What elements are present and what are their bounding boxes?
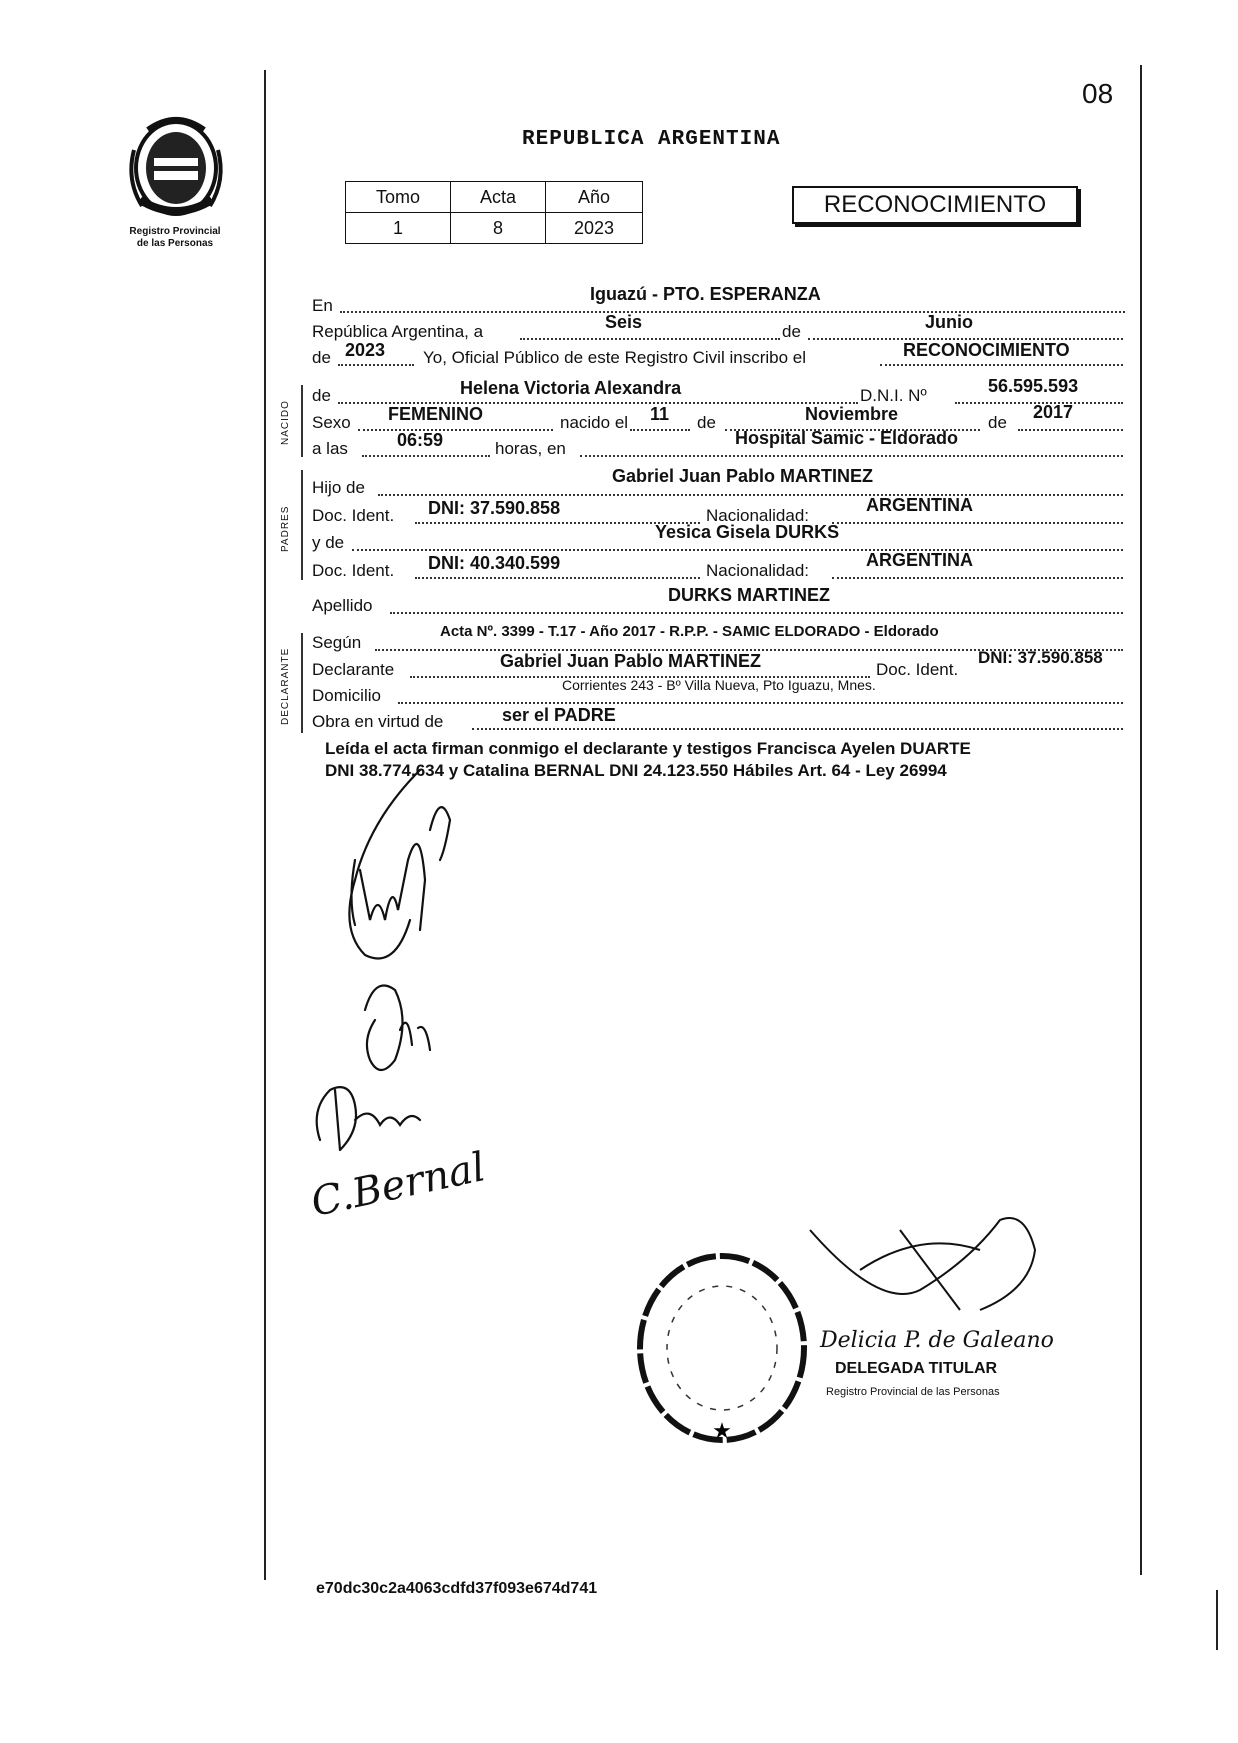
label-a-las: a las [312,439,348,458]
registry-line2: de las Personas [136,238,214,249]
dots-lugar-nac [580,455,1123,457]
dots-obra [472,728,1123,730]
label-de-name: de [312,386,331,405]
section-label-nacido: NACIDO [280,400,291,445]
acta-header-anio: Año [546,182,643,213]
label-dni: D.N.I. Nº [860,386,927,405]
label-de-year: de [312,348,331,367]
dots-madre-doc [415,577,700,579]
acta-table [345,181,643,244]
official-signature [800,1210,1060,1340]
closing-note-line1: Leída el acta firman conmigo el declarante y testigos Francisca Ayelen DUARTE [325,739,971,758]
value-lugar: Iguazú - PTO. ESPERANZA [590,284,821,304]
registry-name [100,226,250,250]
label-doc-ident-1: Doc. Ident. [312,506,395,525]
value-obra: ser el PADRE [502,705,616,725]
dots-domicilio [398,702,1123,704]
value-madre-doc: DNI: 40.340.599 [428,553,561,573]
label-de-birth-year: de [988,413,1007,432]
dots-padre [378,494,1123,496]
page-title: REPUBLICA ARGENTINA [522,128,781,151]
official-role: DELEGADA TITULAR [835,1360,998,1377]
value-declarante: Gabriel Juan Pablo MARTINEZ [500,651,762,671]
value-inscripcion: RECONOCIMIENTO [903,340,1070,360]
dots-madre [352,549,1123,551]
padres-divider [301,470,303,580]
label-apellido: Apellido [312,596,373,615]
official-name: Delicia P. de Galeano [820,1328,1054,1353]
label-domicilio: Domicilio [312,686,381,705]
dots-dia-nac [630,429,690,431]
page-number: 08 [1082,78,1114,109]
acta-value-tomo: 1 [346,213,451,244]
dots-dia [520,338,780,340]
label-oficial: Yo, Oficial Público de este Registro Civil inscribo el [423,348,806,367]
label-obra: Obra en virtud de [312,712,444,731]
dots-padre-nac [832,522,1123,524]
value-mes-nac: Noviembre [805,404,899,424]
value-segun: Acta Nº. 3399 - T.17 - Año 2017 - R.P.P. - SAMIC ELDORADO - Eldorado [440,623,939,640]
acta-header-tomo: Tomo [346,182,451,213]
closing-note-line2: DNI 38.774.634 y Catalina BERNAL DNI 24.123.550 Hábiles Art. 64 - Ley 26994 [325,761,947,780]
dots-apellido [390,612,1123,614]
value-padre-doc: DNI: 37.590.858 [428,498,561,518]
value-dia: Seis [605,312,643,332]
dots-en [340,311,1125,313]
label-de-month: de [697,413,716,432]
left-margin-line [264,70,266,1580]
acta-value-acta: 8 [451,213,546,244]
value-padre: Gabriel Juan Pablo MARTINEZ [612,466,874,486]
label-doc-ident-3: Doc. Ident. [876,660,959,679]
section-label-padres: PADRES [280,505,291,552]
label-nacido-el: nacido el [560,413,629,432]
right-margin-line [1140,65,1142,1575]
acta-value-row [346,213,643,244]
dots-inscripcion [880,364,1123,366]
value-declarante-doc: DNI: 37.590.858 [978,648,1103,667]
official-stamp [632,1248,812,1453]
value-dni: 56.595.593 [988,376,1079,396]
official-registry: Registro Provincial de las Personas [826,1386,1000,1398]
label-horas-en: horas, en [495,439,566,458]
document-hash: e70dc30c2a4063cdfd37f093e674d741 [316,1580,598,1597]
acta-header-acta: Acta [451,182,546,213]
dots-year [338,364,414,366]
label-nacionalidad-2: Nacionalidad: [706,561,810,580]
dots-anio-nac [1018,429,1123,431]
value-anio-nac: 2017 [1033,402,1074,422]
label-segun: Según [312,633,362,652]
act-type-box: RECONOCIMIENTO [792,186,1078,224]
label-declarante: Declarante [312,660,395,679]
value-apellido: DURKS MARTINEZ [668,585,830,605]
value-anio: 2023 [345,340,386,360]
value-padre-nac: ARGENTINA [866,495,973,515]
dots-sexo [358,429,553,431]
registry-line1: Registro Provincial [129,226,221,237]
signatures-drawing [300,760,540,1180]
value-lugar-nac: Hospital Samic - Eldorado [735,428,959,448]
value-madre: Yesica Gisela DURKS [655,522,840,542]
label-en: En [312,296,333,315]
value-sexo: FEMENINO [388,404,484,424]
dots-hora [362,455,490,457]
value-nombre: Helena Victoria Alexandra [460,378,682,398]
svg-text:★: ★ [712,1419,732,1444]
label-y-de: y de [312,533,345,552]
edge-mark [1216,1590,1218,1650]
label-doc-ident-2: Doc. Ident. [312,561,395,580]
section-label-declarante: DECLARANTE [280,647,291,725]
label-de-mes: de [782,322,801,341]
dots-madre-nac [832,577,1123,579]
declarante-divider [301,633,303,733]
value-domicilio: Corrientes 243 - Bº Villa Nueva, Pto Iguazu, Mnes. [562,677,876,693]
label-nacionalidad-1: Nacionalidad: [706,506,810,525]
acta-header-row [346,182,643,213]
handwritten-signature-bernal: C.Bernal [307,1144,490,1226]
value-mes: Junio [925,312,973,332]
label-sexo: Sexo [312,413,351,432]
label-hijo-de: Hijo de [312,478,365,497]
value-dia-nac: 11 [650,404,670,424]
acta-value-anio: 2023 [546,213,643,244]
province-logo [120,110,232,227]
value-hora: 06:59 [397,430,444,450]
value-madre-nac: ARGENTINA [866,550,973,570]
label-republica: República Argentina, a [312,322,484,341]
nacido-divider [301,385,303,457]
